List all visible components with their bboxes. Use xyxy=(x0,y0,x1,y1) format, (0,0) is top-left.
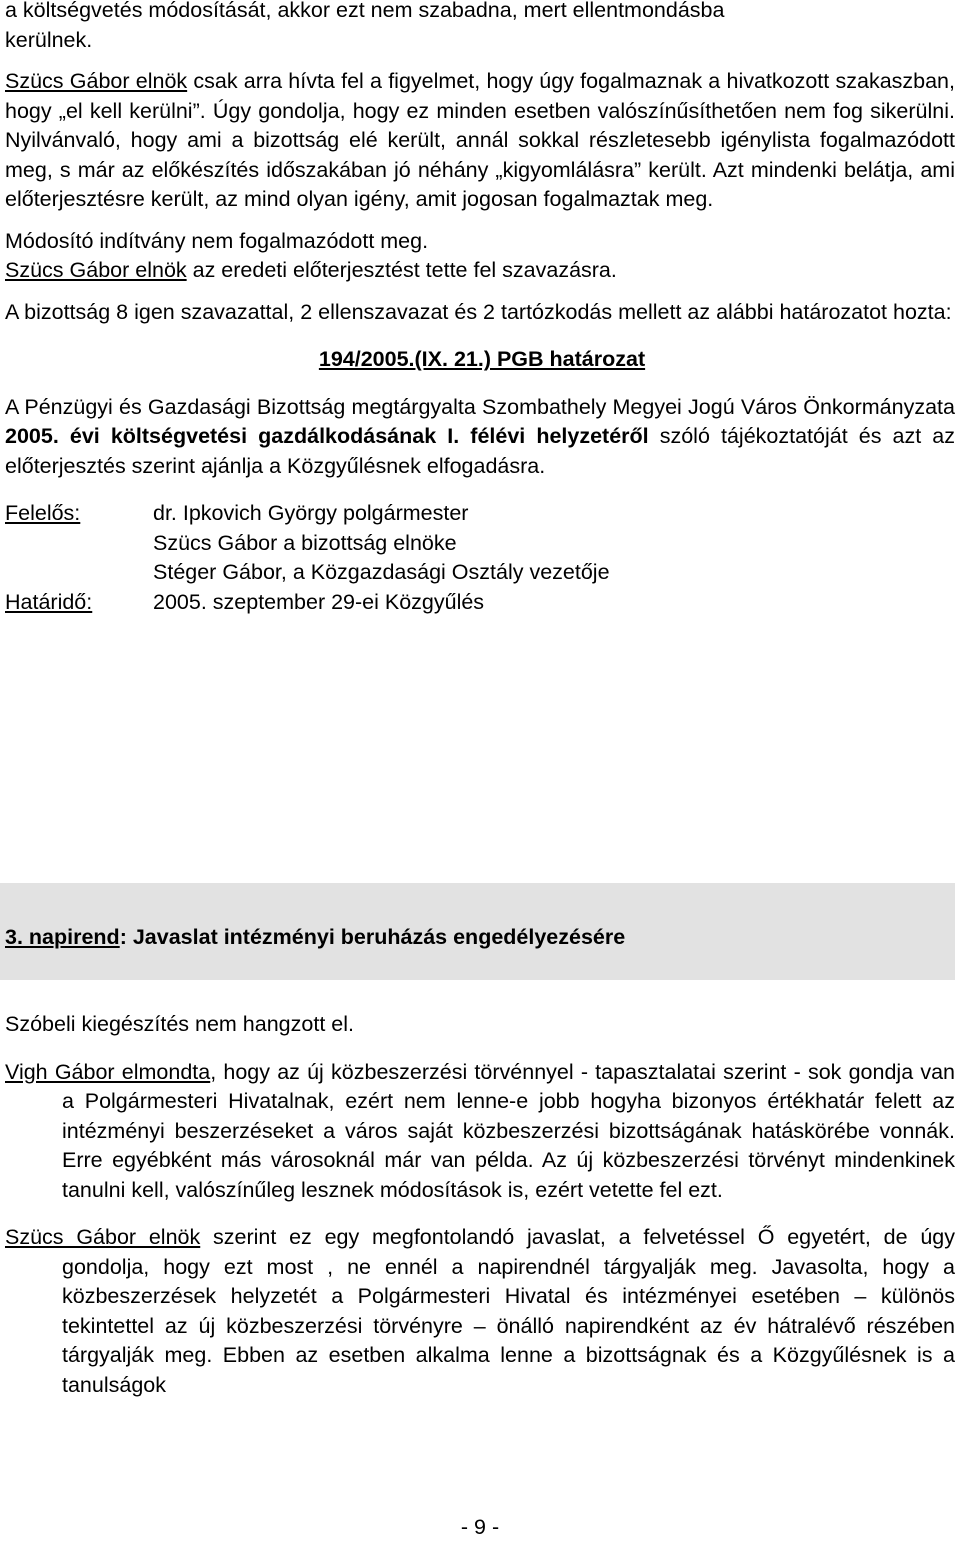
paragraph-no-oral-addition: Szóbeli kiegészítés nem hangzott el. xyxy=(5,1012,354,1036)
agenda-number: 3. napirend xyxy=(5,925,120,949)
speaker-name: Szücs Gábor elnök xyxy=(5,258,187,282)
agenda-heading: 3. napirend: Javaslat intézményi beruházás engedélyezésére xyxy=(5,925,626,949)
document-page-lower xyxy=(5,1010,955,1400)
deadline-label: Határidő: xyxy=(5,589,93,614)
speaker-name: Vigh Gábor elmondta xyxy=(5,1059,211,1084)
paragraph-budget-modification xyxy=(5,0,955,55)
text-line: kerülnek. xyxy=(5,27,93,52)
resolution-title: 194/2005.(IX. 21.) PGB határozat xyxy=(318,347,646,371)
deadline-value: 2005. szeptember 29-ei Közgyűlés xyxy=(153,589,485,614)
paragraph-text: A bizottság 8 igen szavazattal, 2 ellenszavazat és 2 tartózkodás mellett az alábbi határozatot hozta: xyxy=(5,299,952,324)
paragraph-vigh xyxy=(5,1058,955,1206)
agenda-title: Javaslat intézményi beruházás engedélyezésére xyxy=(126,925,626,949)
speaker-name: Szücs Gábor elnök xyxy=(5,69,188,93)
responsibility-block xyxy=(5,499,955,617)
responsible-value: dr. Ipkovich György polgármester xyxy=(153,501,469,525)
document-page xyxy=(5,0,955,617)
page-number: - 9 - xyxy=(460,1515,500,1539)
paragraph-amendment xyxy=(5,227,955,286)
responsible-value: Szücs Gábor a bizottság elnöke xyxy=(153,530,457,555)
resolution-text: A Pénzügyi és Gazdasági Bizottság megtárgyalta Szombathely Megyei Jogú Város Önkormányzata 2005. évi költségvetési gazdálkodásának I. félévi helyzetéről szóló tájékoztatóját és azt az előterjesztés szerint ajánlja a Közgyűlésnek elfogadásra. xyxy=(5,394,955,478)
text-line: a költségvetés módosítását, akkor ezt nem szabadna, mert ellentmondásba xyxy=(5,0,725,22)
resolution-subject: 2005. évi költségvetési gazdálkodásának I. félévi helyzetéről xyxy=(5,424,649,448)
responsible-label: Felelős: xyxy=(5,501,81,525)
paragraph-text: csak arra hívta fel a figyelmet, hogy úgy fogalmaznak a hivatkozott szakaszban, hogy „el kell kerülni”. Úgy gondolja, hogy ez minden esetben valószínűsíthetően nem fog sikerülni. Nyilvánvaló, hogy ami a bizottság elé került, annál sokkal részletesebb igénylista fogalmazódott meg, s már az előkészítés időszakában jó néhány „kigyomlálásra” került. Azt mindenki belátja, ami előterjesztésre került, az mind olyan igény, amit jogosan fogalmaztak meg. xyxy=(5,69,955,211)
responsible-value: Stéger Gábor, a Közgazdasági Osztály vezetője xyxy=(153,560,610,584)
speaker-name: Szücs Gábor elnök xyxy=(5,1225,201,1249)
paragraph-text: szerint ez egy megfontolandó javaslat, a felvetéssel Ő egyetért, de úgy gondolja, hogy ezt most , ne ennél a napirendnél tárgyalják meg. Javasolta, hogy a közbeszerzések helyzetét a Polgármesteri Hivatal és intézményei esetében – különös tekintettel az új közbeszerzési törvényre – önálló napirendként az év hátralévő részében tárgyalják meg. Ebben az esetben alkalma lenne a bizottságnak és a Közgyűlésnek is a tanulságok xyxy=(62,1225,955,1397)
text-line: az eredeti előterjesztést tette fel szavazásra. xyxy=(186,258,617,282)
paragraph-chair-remark xyxy=(5,67,955,215)
paragraph-chair-response xyxy=(5,1223,955,1400)
paragraph-vote xyxy=(5,298,955,328)
paragraph-text: , hogy az új közbeszerzési törvénnyel - tapasztalatai szerint - sok gondja van a Polgármesteri Hivatalnak, ezért nem lenne-e jobb hogyha bizonyos értékhatár felett az intézményi beszerzéseket a város saját közbeszerzési bizottságának hatáskörébe vonnák. Erre egyébként más városoknál már van példa. Az új közbeszerzési törvényt mindenkinek tanulni kell, valószínűleg lesznek módosítások is, ezért vetette fel ezt. xyxy=(62,1059,956,1202)
text-line: Módosító indítvány nem fogalmazódott meg. xyxy=(5,228,429,253)
